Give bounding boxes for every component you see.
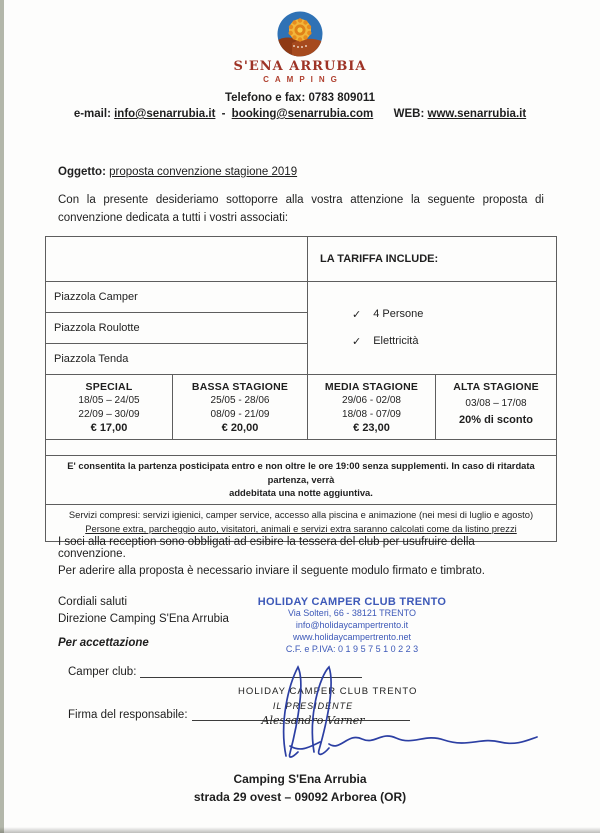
season-bassa — [173, 375, 308, 439]
season-price: € 20,00 — [221, 422, 259, 434]
president-stamp — [238, 686, 418, 727]
season-date-range: 18/05 – 24/05 — [78, 395, 140, 406]
season-date-range: 22/09 – 30/09 — [78, 408, 140, 420]
table-header-row — [46, 237, 556, 281]
season-media — [308, 375, 436, 439]
web-label: WEB: — [393, 108, 425, 120]
season-name: ALTA STAGIONE — [453, 381, 539, 393]
camper-club-field — [68, 666, 362, 678]
season-alta — [436, 375, 556, 439]
web-link[interactable]: www.senarrubia.it — [427, 108, 527, 120]
contact-line — [0, 108, 600, 120]
footer-line2: strada 29 ovest – 09092 Arborea (OR) — [193, 790, 407, 804]
season-dates — [308, 394, 435, 421]
closing-block — [58, 594, 229, 627]
season-date-range: 08/09 - 21/09 — [210, 408, 270, 420]
season-name: MEDIA STAGIONE — [324, 381, 419, 393]
season-special — [46, 375, 173, 439]
departure-notice-line2: addebitata una notte aggiuntiva. — [229, 487, 373, 499]
email-link-info[interactable]: info@senarrubia.it — [114, 108, 216, 120]
stamp-club-name: HOLIDAY CAMPER CLUB TRENTO — [257, 596, 447, 608]
subject-line — [58, 166, 297, 178]
email-link-booking[interactable]: booking@senarrubia.com — [231, 108, 374, 120]
footer-address — [0, 770, 600, 806]
include-label: 4 Persone — [373, 308, 424, 320]
tariff-includes-cell — [308, 282, 556, 374]
pricing-table — [45, 236, 557, 542]
closing-line1: Cordiali saluti — [58, 596, 128, 608]
tariff-includes-header: LA TARIFFA INCLUDE: — [320, 253, 439, 265]
season-date-range: 25/05 - 28/06 — [210, 395, 270, 406]
camper-club-blank-line[interactable] — [140, 666, 362, 678]
season-name: SPECIAL — [85, 381, 133, 393]
departure-notice-line1: E' consentita la partenza posticipata entro e non oltre le ore 19:00 senza supplementi. In caso di ritardata partenza, verrà — [67, 460, 535, 485]
season-date-range: 18/08 - 07/09 — [342, 408, 401, 420]
camping-logo-icon — [276, 10, 324, 58]
season-dates — [46, 394, 172, 421]
logo-brand-text: S'ENA ARRUBIA — [233, 59, 367, 74]
services-line1: Servizi compresi: servizi igienici, camper service, accesso alla piscina e animazione (nei mesi di luglio e agosto) — [68, 508, 534, 520]
check-icon: ✓ — [352, 309, 362, 321]
pitch-row-camper: Piazzola Camper — [54, 291, 138, 303]
scan-edge-bottom — [0, 827, 600, 833]
check-icon: ✓ — [352, 336, 362, 348]
stamp-address: Via Solteri, 66 - 38121 TRENTO — [287, 608, 417, 618]
president-stamp-name: Alessandro Varner — [261, 714, 365, 727]
members-note: I soci alla reception sono obbligati ad esibire la tessera del club per usufruire della convenzione. — [58, 536, 475, 560]
season-dates — [173, 394, 307, 421]
camper-club-label: Camper club: — [68, 666, 137, 678]
email-separator: - — [221, 108, 226, 120]
season-price: € 17,00 — [90, 422, 128, 434]
table-header-empty-cell — [46, 237, 308, 281]
subject-text: proposta convenzione stagione 2019 — [109, 166, 298, 178]
phone-line: Telefono e fax: 0783 809011 — [224, 92, 375, 104]
subject-label: Oggetto: — [58, 166, 106, 178]
stamp-vat: C.F. e P.IVA: 0 1 9 5 7 5 1 0 2 2 3 — [285, 643, 419, 654]
president-stamp-title: IL PRESIDENTE — [272, 701, 354, 711]
signature-label: Firma del responsabile: — [68, 709, 188, 721]
departure-notice — [46, 455, 556, 504]
email-label: e-mail: — [73, 108, 111, 120]
include-item-elettricita — [352, 335, 556, 348]
season-dates — [436, 397, 556, 411]
season-price: € 23,00 — [353, 422, 390, 434]
closing-line2: Direzione Camping S'Ena Arrubia — [58, 612, 229, 625]
adhesion-note: Per aderire alla proposta è necessario inviare il seguente modulo firmato e timbrato. — [58, 565, 485, 577]
season-date-range: 29/06 - 02/08 — [342, 395, 401, 406]
pitch-row-roulotte: Piazzola Roulotte — [46, 312, 307, 344]
include-item-persone — [352, 308, 556, 321]
pitch-types-column — [46, 282, 308, 374]
season-name: BASSA STAGIONE — [191, 381, 289, 393]
table-body — [46, 281, 556, 374]
footer-line1: Camping S'Ena Arrubia — [233, 772, 367, 786]
stamp-email: info@holidaycampertrento.it — [295, 619, 409, 630]
holiday-camper-club-stamp — [243, 596, 461, 656]
season-date-range: 03/08 – 17/08 — [465, 398, 527, 409]
logo — [0, 10, 600, 84]
services-line2: Persone extra, parcheggio auto, visitatori, animali e servizi extra saranno calcolati come da listino prezzi — [85, 522, 517, 534]
pitch-row-tenda: Piazzola Tenda — [54, 353, 129, 365]
intro-paragraph: Con la presente desideriamo sottoporre alla vostra attenzione la seguente proposta di convenzione dedicata a tutti i vostri associati: — [58, 194, 544, 225]
season-discount: 20% di sconto — [459, 413, 533, 426]
table-spacer-row — [46, 439, 556, 455]
scan-edge-left — [0, 0, 4, 833]
logo-sub-text: CAMPING — [263, 75, 343, 84]
stamp-website: www.holidaycampertrento.net — [292, 631, 412, 642]
seasons-row — [46, 374, 556, 439]
include-label: Elettricità — [373, 335, 419, 347]
president-stamp-club: HOLIDAY CAMPER CLUB TRENTO — [238, 686, 418, 697]
acceptance-label: Per accettazione — [58, 637, 149, 649]
